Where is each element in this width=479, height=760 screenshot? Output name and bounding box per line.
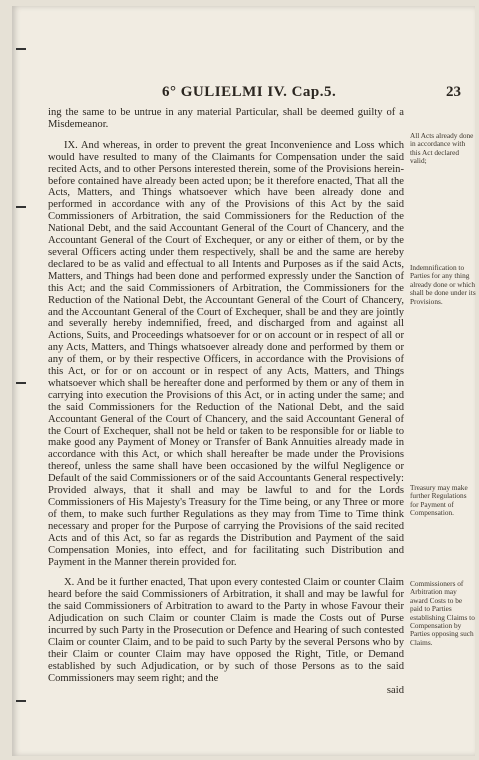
page-number: 23	[446, 84, 461, 100]
page-header	[12, 84, 475, 104]
running-head: 6° GULIELMI IV. Cap.5.	[162, 84, 337, 100]
binding-mark	[16, 382, 26, 384]
continued-paragraph: ing the same to be untrue in any material Particular, shall be deemed guilty of a Misdemeanor.	[48, 107, 404, 130]
margin-note-costs: Commissioners of Arbitration may award Costs to be paid to Parties establishing Claims to Compensation by Parties opposing such Claims.	[410, 579, 475, 647]
document-page	[12, 6, 475, 756]
margin-note-acts-valid: All Acts already done in accordance with this Act declared valid;	[410, 131, 474, 166]
body-text	[48, 107, 404, 697]
binding-mark	[16, 48, 26, 50]
binding-mark	[16, 700, 26, 702]
margin-note-indemnification: Indemnification to Parties for any thing already done or which shall be done under its Provisions.	[410, 263, 476, 306]
section-ix: IX. And whereas, in order to prevent the great Inconvenience and Loss which would have resulted to many of the Claimants for Compensation under the said recited Acts, and to other Persons interested therein, some of the Provisions herein-before contained have already been acted upon; be it therefore enacted, That all the Acts, Matters, and Things whatsoever which have been already done and performed in accordance with any of the Provisions of this Act by the said Commissioners of Arbitration, the said Commissioners for the Reduction of the National Debt, and the said Accountant General of the Court of Chancery, and the Accountant General of the Court of Exchequer, or any or either of them, or by the several Officers acting under them respectively, shall be and the same are hereby declared to be as valid and effectual to all Intents and Purposes as if the said Acts, Matters, and Things had been done and performed expressly under the Sanction of this Act; and the said Commissioners of Arbitration, the Commissioners for the Reduction of the National Debt, the Accountant General of the Court of Chancery, and the Accountant General of the Court of Exchequer, shall be and they are jointly and severally hereby indemnified, freed, and discharged from and against all Actions, Suits, and Proceedings whatsoever for or on account or in respect of all or any Acts, Matters, and Things whatsoever already done and performed by them or any of them, or by their respective Officers, in accordance with the Provisions of this Act, or for or on account or in respect of any Acts, Matters, and Things whatsoever which shall be hereafter done and performed by them or any of them in carrying into execution the Provisions of this Act, or in acting under the same; and the said Commissioners for the Reduction of the National Debt, and the said Accountant General of the Court of Chancery, and the said Accountant General of the Court of Exchequer, shall not be held or taken to be responsible for or liable to make good any Payment of Money or Transfer of Bank Annuities already made in accordance with this Act, or which shall hereafter be made under the Provisions thereof, unless the same shall have been occasioned by the wilful Negligence or Default of the said Commissioners or of the said Accountants General respectively: Provided always, that it shall and may be lawful to and for the Lords Commissioners of His Majesty's Treasury for the Time being, or any Three or more of them, to make such further Regulations as they may from Time to Time think necessary and proper for the Purpose of carrying the Provisions of the said recited Acts and of this Act, so far as regards the Distribution and Payment of the said Compensation Monies, into effect, and for facilitating such Distribution and Payment in the Manner therein provided for.	[48, 139, 404, 568]
binding-mark	[16, 206, 26, 208]
section-x: X. And be it further enacted, That upon every contested Claim or counter Claim heard before the said Commissioners of Arbitration, it shall and may be lawful for the said Commissioners of Arbitration to award to the Party in whose Favour their Adjudication on such Claim or counter Claim is made the Costs out of Purse incurred by such Party in the Prosecution or Defence and Hearing of such contested Claim or counter Claim, and to be paid to such Party by the several Persons who by their Claim or counter Claim may have opposed the Right, Title, or Demand established by such Adjudication, or by such of those Persons as to the said Commissioners may seem right; and the	[48, 577, 404, 684]
catchword: said	[386, 684, 404, 696]
margin-note-treasury: Treasury may make further Regulations for Payment of Compensation.	[410, 483, 468, 518]
